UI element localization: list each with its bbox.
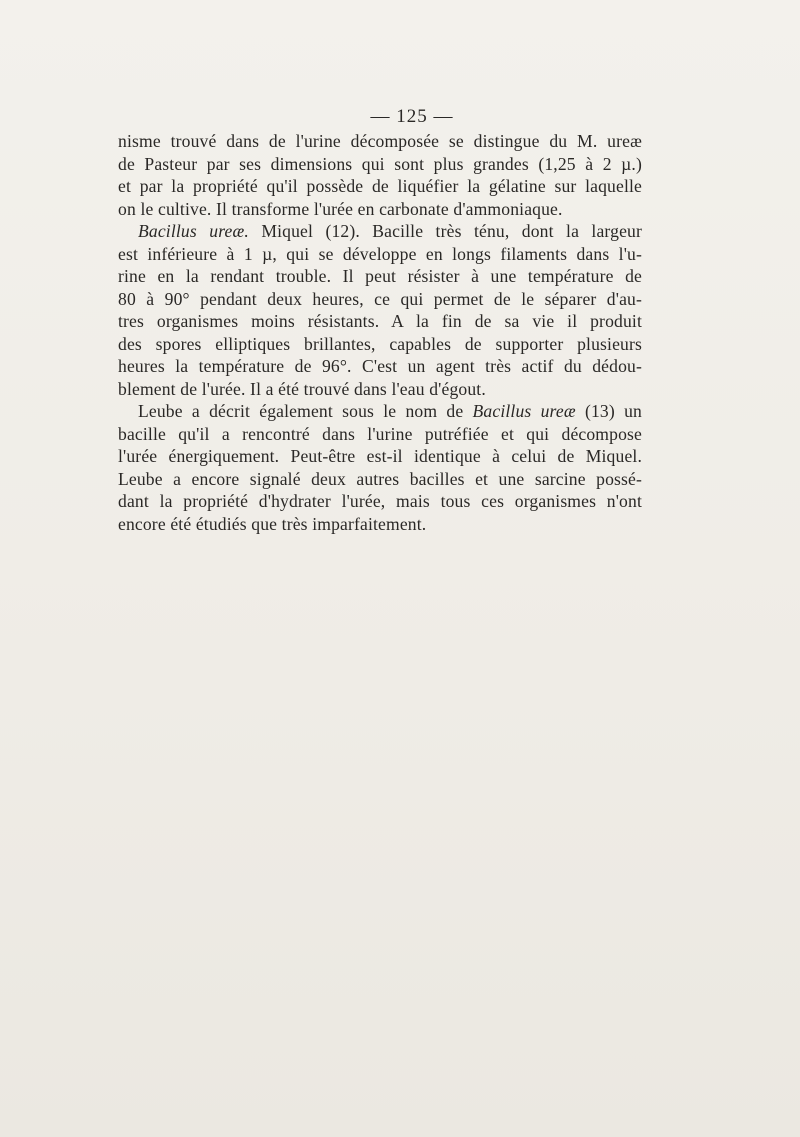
text-segment: des spores elliptiques brillantes, capables de supporter plusieurs: [118, 333, 642, 354]
text-line: [118, 153, 642, 176]
text-segment: et par la propriété qu'il possède de liquéfier la gélatine sur laquelle: [118, 176, 642, 196]
text-segment: on le cultive. Il transforme l'urée en carbonate d'ammoniaque.: [118, 198, 563, 219]
species-name: Bacillus ureæ.: [138, 221, 249, 241]
text-line: [118, 513, 642, 536]
text-line: [118, 220, 642, 243]
text-line: [118, 333, 642, 356]
page-number: — 125 —: [370, 106, 454, 127]
text-segment: dant la propriété d'hydrater l'urée, mais tous ces organismes n'ont: [118, 491, 642, 511]
text-segment: rine en la rendant trouble. Il peut résister à une température de: [118, 266, 642, 286]
text-line: [118, 175, 642, 198]
text-segment: est inférieure à 1 µ, qui se développe en longs filaments dans l'u-: [118, 243, 642, 264]
text-line: [118, 130, 642, 153]
text-line: [118, 355, 642, 378]
text-segment: heures la température de 96°. C'est un agent très actif du dédou-: [118, 356, 642, 376]
text-segment: Leube a encore signalé deux autres bacilles et une sarcine possé-: [118, 468, 642, 489]
text-segment: Miquel (12). Bacille très ténu, dont la largeur: [248, 221, 642, 241]
text-segment: tres organismes moins résistants. A la fin de sa vie il produit: [118, 311, 642, 331]
text-segment: 80 à 90° pendant deux heures, ce qui permet de le séparer d'au-: [118, 288, 642, 309]
text-line: [118, 400, 642, 423]
text-segment: Leube a décrit également sous le nom de: [138, 401, 473, 421]
text-line: [118, 288, 642, 311]
text-segment: de Pasteur par ses dimensions qui sont plus grandes (1,25 à 2 µ.): [118, 153, 642, 174]
text-line: [118, 198, 642, 221]
body-text: [118, 130, 642, 535]
text-segment: l'urée énergiquement. Peut-être est-il identique à celui de Miquel.: [118, 446, 642, 466]
text-line: [118, 310, 642, 333]
text-line: [118, 265, 642, 288]
text-segment: encore été étudiés que très imparfaitement.: [118, 513, 427, 534]
text-segment: (13) un: [575, 401, 642, 421]
text-line: [118, 243, 642, 266]
text-line: [118, 468, 642, 491]
text-segment: nisme trouvé dans de l'urine décomposée se distingue du M. ureæ: [118, 131, 642, 151]
text-segment: bacille qu'il a rencontré dans l'urine putréfiée et qui décompose: [118, 423, 642, 444]
text-line: [118, 445, 642, 468]
text-line: [118, 490, 642, 513]
text-line: [118, 378, 642, 401]
text-segment: blement de l'urée. Il a été trouvé dans l'eau d'égout.: [118, 378, 486, 399]
species-name: Bacillus ureæ: [472, 401, 576, 421]
text-line: [118, 423, 642, 446]
